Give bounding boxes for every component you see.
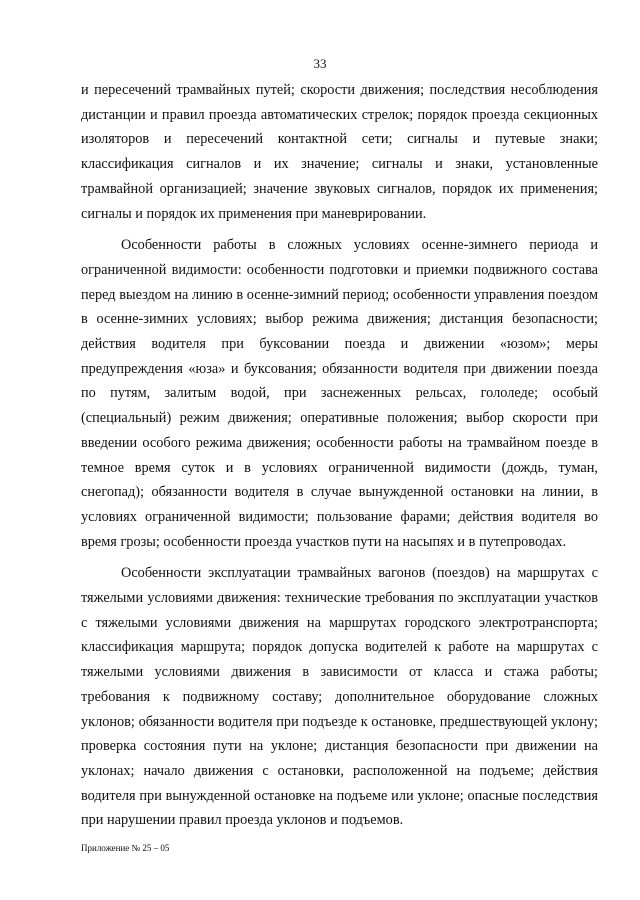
- paragraph-difficult-routes: Особенности эксплуатации трамвайных вагонов (поездов) на маршрутах с тяжелыми условиями движения: технические требования по эксплуатации участков с тяжелыми условиями движения на маршрутах городского электротранспорта; классификация маршрута; порядок допуска водителей к работе на маршрутах с тяжелыми условиями движения в зависимости от класса и стажа работы; требования к подвижному составу; дополнительное оборудование сложных уклонов; обязанности водителя при подъезде к остановке, предшествующей уклону; проверка состояния пути на уклоне; дистанция безопасности при движении на уклонах; начало движения с остановки, расположенной на подъеме; действия водителя при вынужденной остановке на подъеме или уклоне; опасные последствия при нарушении правил проезда уклонов и подъемов.: [81, 565, 598, 829]
- paragraph-continuation: и пересечений трамвайных путей; скорости движения; последствия несоблюдения дистанции и правил проезда автоматических стрелок; порядок проезда секционных изоляторов и пересечений контактной сети; сигналы и путевые знаки; классификация сигналов и их значение; сигналы и знаки, установленные трамвайной организацией; значение звуковых сигналов, порядок их применения; сигналы и порядок их применения при маневрировании.: [81, 82, 598, 222]
- footer-annex-label: Приложение № 25 – 05: [81, 843, 170, 853]
- page-number: 33: [313, 56, 327, 71]
- body-text: [81, 78, 598, 833]
- paragraph-autumn-winter-conditions: Особенности работы в сложных условиях осенне-зимнего периода и ограниченной видимости: особенности подготовки и приемки подвижного состава перед выездом на линию в осенне-зимний период; особенности управления поездом в осенне-зимних условиях; выбор режима движения; дистанция безопасности; действия водителя при буксовании поезда и движении «юзом»; меры предупреждения «юза» и буксования; обязанности водителя при движении поезда по путям, залитым водой, при заснеженных рельсах, гололеде; особый (специальный) режим движения; оперативные положения; выбор скорости при введении особого режима движения; особенности работы на трамвайном поезде в темное время суток и в условиях ограниченной видимости (дождь, туман, снегопад); обязанности водителя в случае вынужденной остановки на линии, в условиях ограниченной видимости; пользование фарами; действия водителя во время грозы; особенности проезда участков пути на насыпях и в путепроводах.: [81, 237, 598, 550]
